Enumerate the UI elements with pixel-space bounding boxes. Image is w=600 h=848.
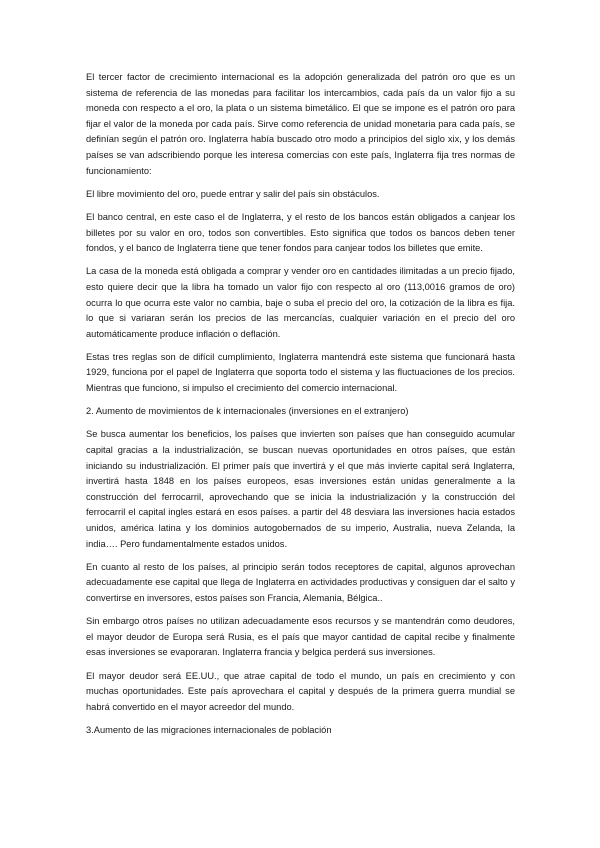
section-heading-capital-movements: 2. Aumento de movimientos de k internacionales (inversiones en el extranjero)	[86, 406, 409, 417]
paragraph-rules-summary: Estas tres reglas son de difícil cumplimiento, Inglaterra mantendrá este sistema que funcionará hasta 1929, funciona por el papel de Inglaterra que soporta todo el sistema y las fluctuaciones de los precios. Mientras que funciono, si impulso el crecimiento del comercio internacional.	[86, 351, 515, 394]
paragraph-rule-central-bank: El banco central, en este caso el de Inglaterra, y el resto de los bancos están obligados a canjear los billetes por su valor en oro, todos son convertibles. Esto significa que todos os bancos deben tener fondos, y el banco de Inglaterra tiene que tener fondos para canjear todos los billetes que emite.	[86, 211, 515, 254]
paragraph-debtor-countries: Sin embargo otros países no utilizan adecuadamente esos recursos y se mantendrán como deudores, el mayor deudor de Europa será Rusia, es el país que mayor cantidad de capital recibe y finalmente esas inversiones se evaporaran. Inglaterra francia y belgica perderá sus inversiones.	[86, 616, 515, 658]
paragraph-investments: Se busca aumentar los beneficios, los países que invierten son países que han conseguido acumular capital gracias a la industrialización, se buscan nuevas oportunidades en otros países, que están iniciando su industrialización. El primer país que invertirá y el que más invierte capital será Inglaterra, invertirá hasta 1848 en los países europeos, esas inversiones están unidas generalmente a la construcción del ferrocarril, aprovechando que se inicia la industrialización y la construcción del ferrocarril el capital ingles estará en esos países. a partir del 48 desviara las inversiones hacia estados unidos, américa latina y los dominios autogobernados de su imperio, Australia, nueva Zelanda, la india…. Pero fundamentalmente estados unidos.	[86, 429, 515, 549]
document-body	[86, 70, 515, 746]
section-heading-migrations: 3.Aumento de las migraciones internacionales de población	[86, 724, 332, 735]
paragraph-gold-standard: El tercer factor de crecimiento internacional es la adopción generalizada del patrón oro que es un sistema de referencia de las monedas para facilitar los intercambios, cada país da un valor fijo a su moneda con respecto a el oro, la plata o un sistema bimetálico. El que se impone es el patrón oro para fijar el valor de la moneda por cada país. Sirve como referencia de unidad monetaria para cada país, se definían según el patrón oro. Inglaterra había buscado otro modo a principios del siglo xix, y los demás países se van adscribiendo porque les interesa comercias con este país, Inglaterra fija tres normas de funcionamiento:	[86, 72, 515, 176]
paragraph-usa-debtor: El mayor deudor será EE.UU., que atrae capital de todo el mundo, un país en crecimiento y con muchas oportunidades. Este país aprovechara el capital y después de la primera guerra mundial se habrá convertido en el mayor acreedor del mundo.	[86, 670, 515, 712]
paragraph-rule-free-movement: El libre movimiento del oro, puede entrar y salir del país sin obstáculos.	[86, 188, 380, 199]
paragraph-rule-mint: La casa de la moneda está obligada a comprar y vender oro en cantidades ilimitadas a un precio fijado, esto quiere decir que la libra ha tomado un valor fijo con respecto al oro (113,0016 gramos de oro) ocurra lo que ocurra este valor no cambia, baje o suba el precio del oro, la cotización de la libra es fija. lo que si variaran serán los precios de las mercancías, cualquier variación en el precio del oro automáticamente produce inflación o deflación.	[86, 266, 515, 339]
paragraph-receiving-countries: En cuanto al resto de los países, al principio serán todos receptores de capital, algunos aprovechan adecuadamente ese capital que llega de Inglaterra en actividades productivas y consiguen dar el salto y convertirse en inversores, estos países son Francia, Alemania, Bélgica..	[86, 561, 515, 603]
